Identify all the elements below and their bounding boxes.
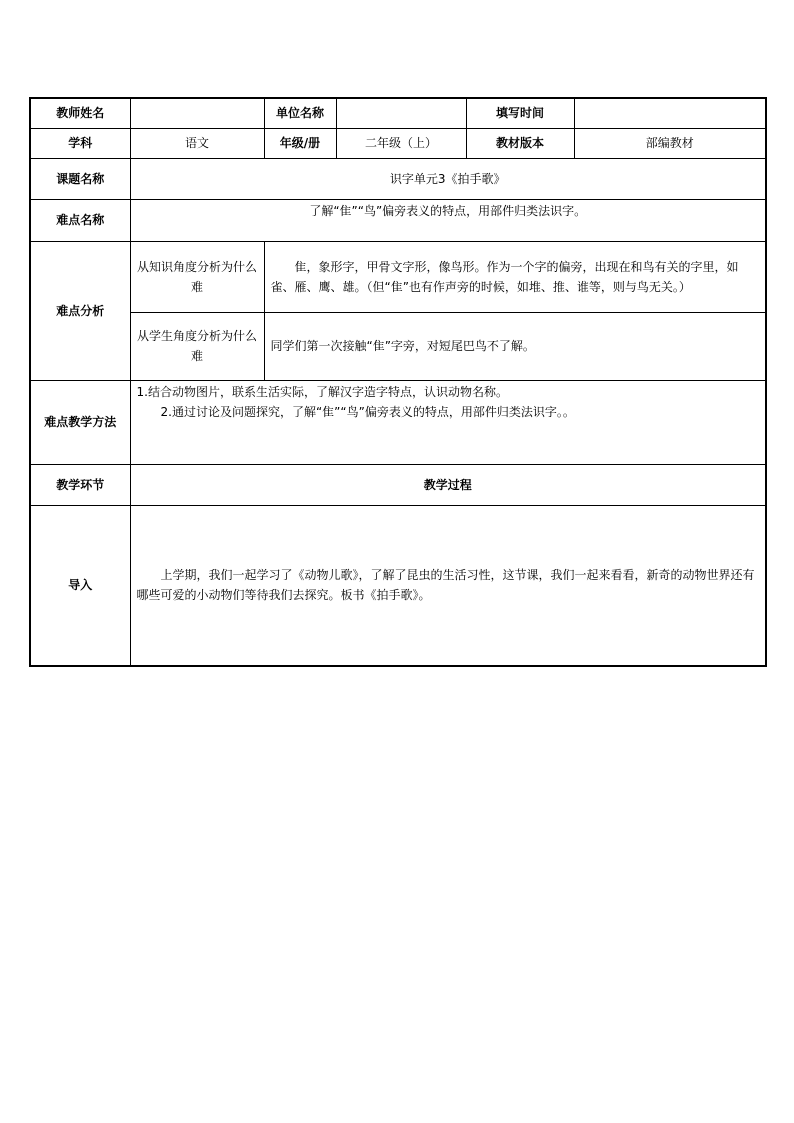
table-row — [30, 505, 766, 666]
method-label: 难点教学方法 — [30, 380, 130, 464]
method-text — [130, 380, 766, 464]
table-row — [30, 128, 766, 158]
intro-text — [130, 505, 766, 666]
knowledge-angle-paragraph: 隹，象形字，甲骨文字形，像鸟形。作为一个字的偏旁，出现在和鸟有关的字里，如雀、雁、鹰、雄。（但“隹”也有作声旁的时候，如堆、推、谁等，则与鸟无关。） — [270, 259, 739, 294]
lesson-title-value: 识字单元3《拍手歌》 — [130, 158, 766, 199]
table-row — [30, 241, 766, 312]
edition-value: 部编教材 — [574, 128, 766, 158]
grade-label: 年级/册 — [264, 128, 336, 158]
process-header: 教学过程 — [130, 464, 766, 505]
lesson-design-table — [29, 97, 767, 667]
table-row — [30, 158, 766, 199]
edition-label: 教材版本 — [466, 128, 574, 158]
teacher-name-label: 教师姓名 — [30, 98, 130, 128]
subject-label: 学科 — [30, 128, 130, 158]
method-line-2: 2.通过讨论及问题探究，了解“隹”“鸟”偏旁表义的特点，用部件归类法识字。。 — [160, 404, 575, 419]
knowledge-angle-text — [264, 241, 766, 312]
table-row — [30, 312, 766, 380]
table-row — [30, 98, 766, 128]
method-line-1: 1.结合动物图片，联系生活实际，了解汉字造字特点，认识动物名称。 — [136, 384, 508, 399]
grade-value: 二年级（上） — [336, 128, 466, 158]
intro-paragraph: 上学期，我们一起学习了《动物儿歌》，了解了昆虫的生活习性，这节课，我们一起来看看，新奇的动物世界还有哪些可爱的小动物们等待我们去探究。板书《拍手歌》。 — [136, 568, 755, 603]
intro-label: 导入 — [30, 505, 130, 666]
fill-time-value — [574, 98, 766, 128]
subject-value: 语文 — [130, 128, 264, 158]
teacher-name-value — [130, 98, 264, 128]
analysis-label: 难点分析 — [30, 241, 130, 380]
knowledge-angle-label: 从知识角度分析为什么难 — [130, 241, 264, 312]
lesson-title-label: 课题名称 — [30, 158, 130, 199]
unit-label: 单位名称 — [264, 98, 336, 128]
difficulty-value: 了解“隹”“鸟”偏旁表义的特点，用部件归类法识字。 — [130, 199, 766, 241]
stage-header: 教学环节 — [30, 464, 130, 505]
table-row — [30, 380, 766, 464]
difficulty-label: 难点名称 — [30, 199, 130, 241]
student-angle-label: 从学生角度分析为什么难 — [130, 312, 264, 380]
table-row — [30, 464, 766, 505]
unit-value — [336, 98, 466, 128]
table-row — [30, 199, 766, 241]
fill-time-label: 填写时间 — [466, 98, 574, 128]
student-angle-text: 同学们第一次接触“隹”字旁，对短尾巴鸟不了解。 — [264, 312, 766, 380]
